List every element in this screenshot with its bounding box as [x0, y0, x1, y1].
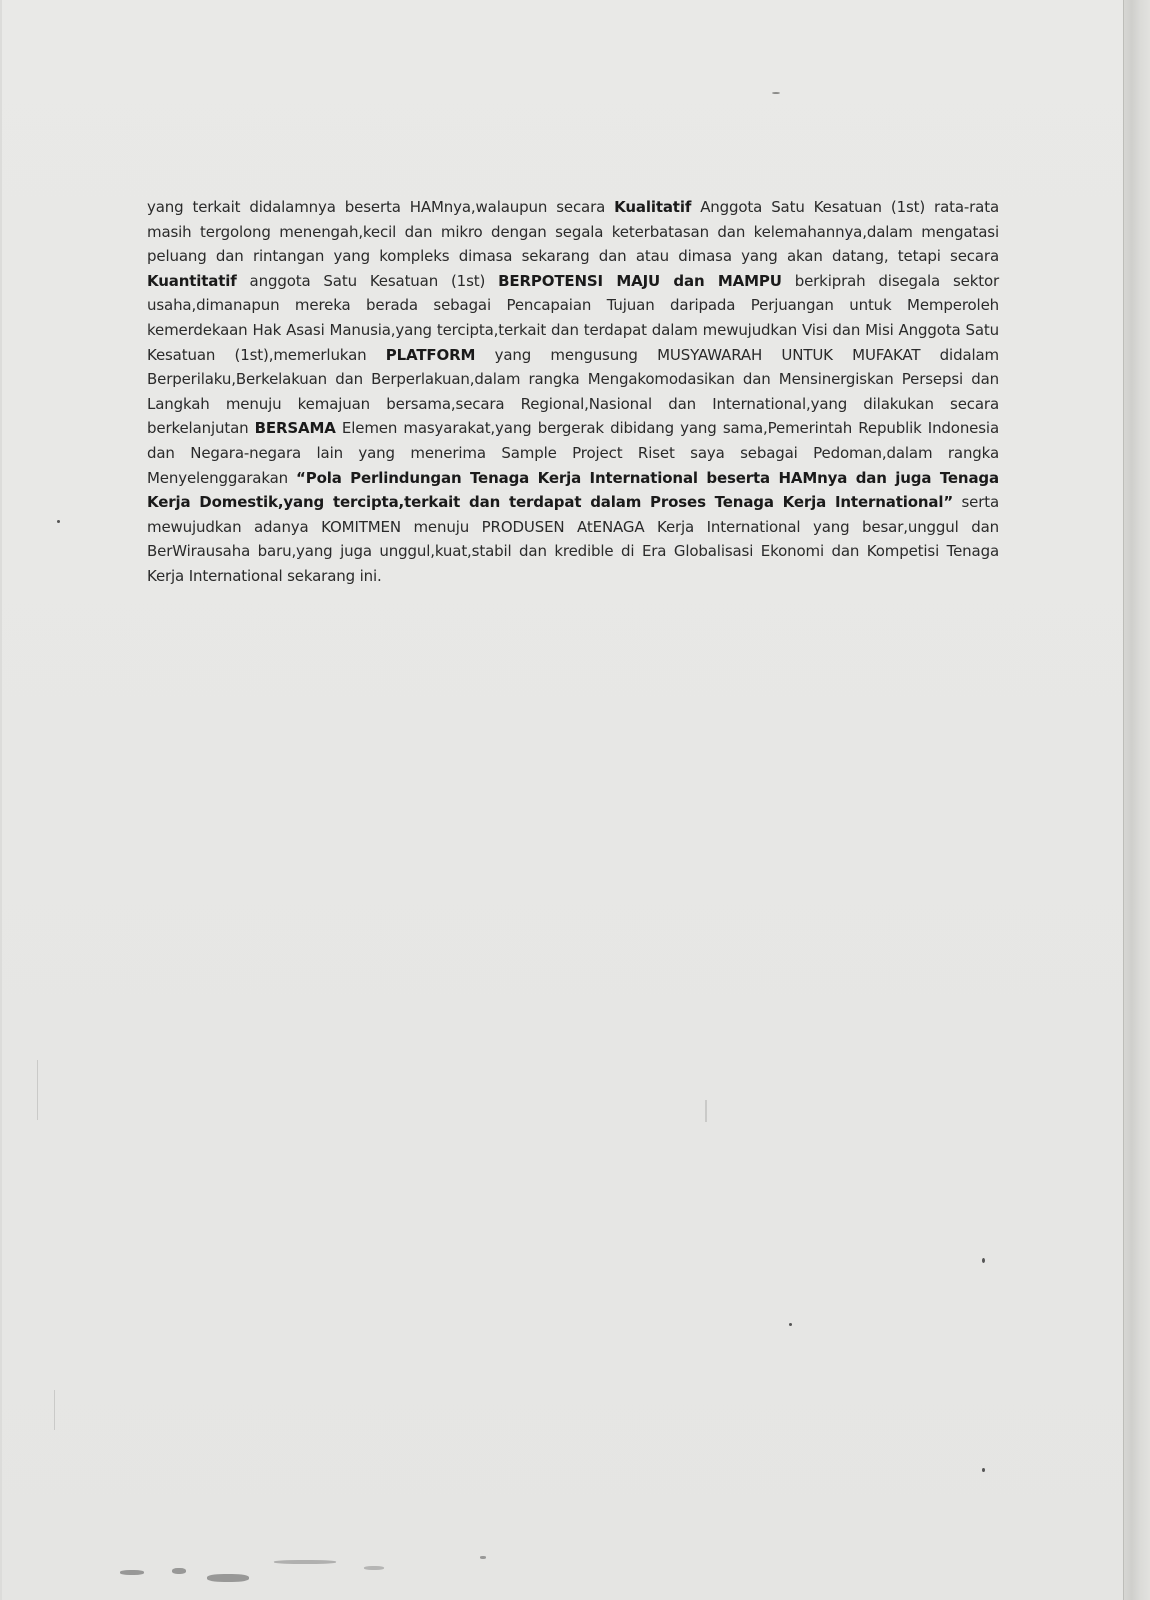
ink-smudge [274, 1560, 336, 1564]
ink-smudge [207, 1574, 249, 1582]
bold-run: BERPOTENSI MAJU dan MAMPU [498, 271, 782, 290]
text-run: Elemen masyarakat,yang bergerak dibidang yang sama,Pemerintah Republik Indonesia dan Negara-negara lain yang menerima Sample Project Riset saya sebagai Pedoman,dalam rangka Menyelenggarakan [147, 419, 999, 487]
page-edge-shadow [1123, 0, 1150, 1600]
ink-smudge [172, 1568, 186, 1574]
ink-smudge [480, 1556, 486, 1559]
dust-speck [57, 520, 60, 523]
text-run: serta mewujudkan adanya KOMITMEN menuju PRODUSEN AtENAGA Kerja International yang besar,unggul dan BerWirausaha baru,yang juga unggul,kuat,stabil dan kredible di Era Globalisasi Ekonomi dan Kompetisi Tenaga Kerja International sekarang ini. [147, 493, 1000, 585]
dust-speck [982, 1258, 985, 1263]
scan-crease [705, 1100, 707, 1122]
paper-sheet [2, 0, 1124, 1600]
scan-crease [37, 1060, 38, 1120]
dust-speck [772, 92, 780, 94]
bold-run: Kuantitatif [147, 271, 237, 290]
text-run: yang mengusung MUSYAWARAH UNTUK MUFAKAT didalam Berperilaku,Berkelakuan dan Berperlakuan,dalam rangka Mengakomodasikan dan Mensinergiskan Persepsi dan Langkah menuju kemajuan bersama,secara Regional,Nasional dan International,yang dilakukan secara berkelanjutan [147, 345, 1000, 438]
bold-run: BERSAMA [254, 419, 336, 438]
bold-run: PLATFORM [385, 345, 476, 364]
bold-run: “Pola Perlindungan Tenaga Kerja International beserta HAMnya dan juga Tenaga Kerja Domestik,yang tercipta,terkait dan terdapat dalam Proses Tenaga Kerja International” [147, 468, 999, 512]
ink-smudge [364, 1566, 384, 1570]
text-run: berkiprah disegala sektor usaha,dimanapun mereka berada sebagai Pencapaian Tujuan daripada Perjuangan untuk Memperoleh kemerdekaan Hak Asasi Manusia,yang tercipta,terkait dan terdapat dalam mewujudkan Visi dan Misi Anggota Satu Kesatuan (1st),memerlukan [147, 271, 1000, 364]
ink-smudge [120, 1570, 144, 1575]
text-run: yang terkait didalamnya beserta HAMnya,walaupun secara [147, 198, 615, 216]
dust-speck [789, 1323, 792, 1326]
text-run: anggota Satu Kesatuan (1st) [236, 271, 499, 290]
body-paragraph [147, 195, 999, 589]
bold-run: Kualitatif [614, 198, 692, 216]
dust-speck [982, 1468, 985, 1472]
text-run: Anggota Satu Kesatuan (1st) rata-rata masih tergolong menengah,kecil dan mikro dengan segala keterbatasan dan kelemahannya,dalam mengatasi peluang dan rintangan yang kompleks dimasa sekarang dan atau dimasa yang akan datang, tetapi secara [147, 198, 999, 266]
scan-crease [54, 1390, 55, 1430]
